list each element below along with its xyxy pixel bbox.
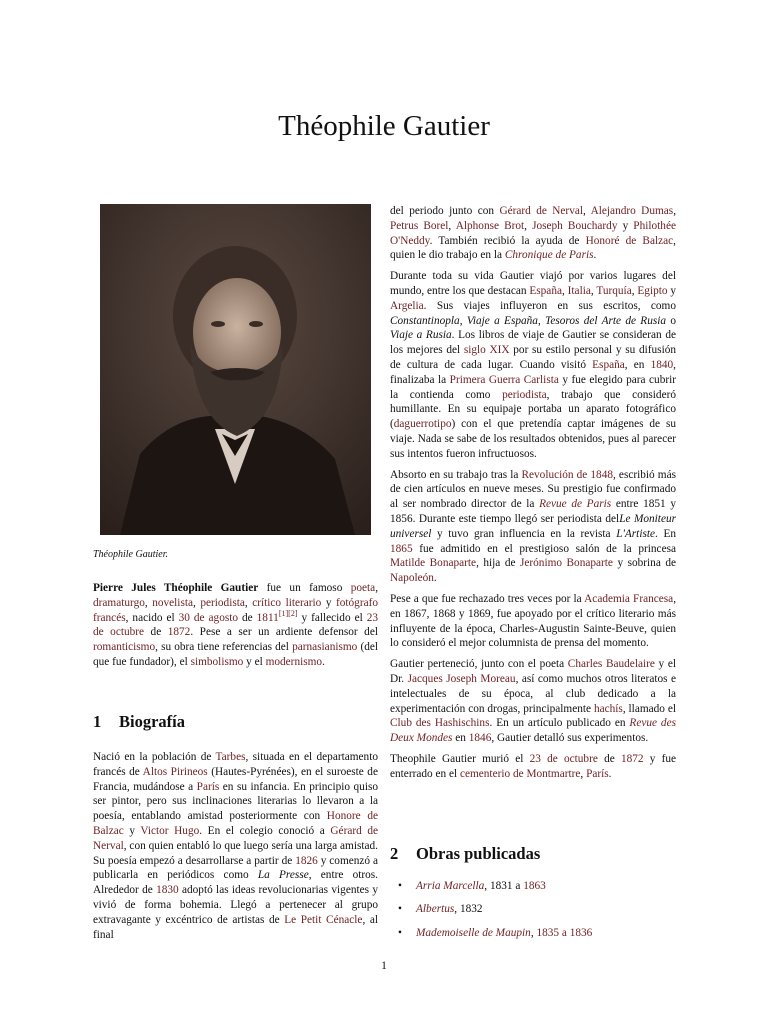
link-alphonse-brot[interactable]: Alphonse Brot — [455, 219, 525, 232]
link-fecha-nacimiento[interactable]: 30 de agosto — [178, 611, 239, 624]
link-altos-pirineos[interactable]: Altos Pirineos — [142, 765, 208, 778]
reference-links[interactable]: [1][2] — [278, 608, 298, 618]
link-academia-francesa[interactable]: Academia Francesa — [584, 592, 674, 605]
link-revolucion-1848[interactable]: Revolución de 1848 — [521, 468, 614, 481]
link-le-petit-cenacle[interactable]: Le Petit Cénacle — [284, 913, 363, 926]
section-heading-obras: 2 Obras publicadas — [390, 844, 541, 863]
link-gerard-de-nerval[interactable]: Gérard de Nerval — [93, 824, 379, 852]
link-primera-guerra-carlista[interactable]: Primera Guerra Carlista — [449, 373, 559, 386]
link-work-title[interactable]: Arria Marcella — [416, 880, 485, 892]
link-novelista[interactable]: novelista — [152, 596, 193, 609]
link-work-title[interactable]: Mademoiselle de Maupin — [416, 926, 531, 939]
link-petrus-borel[interactable]: Petrus Borel — [390, 219, 449, 232]
link-joseph-bouchardy[interactable]: Joseph Bouchardy — [532, 219, 618, 232]
photo-caption: Théophile Gautier. — [93, 549, 168, 560]
link-work-title[interactable]: Albertus — [416, 903, 455, 916]
link-honore-de-balzac[interactable]: Honoré de Balzac — [585, 234, 674, 247]
link-gerard-de-nerval-2[interactable]: Gérard de Nerval — [499, 205, 583, 217]
list-item: • Arria Marcella, 1831 a 1863 — [398, 879, 678, 894]
link-critico-literario[interactable]: crítico literario — [252, 596, 322, 609]
link-siglo-xix[interactable]: siglo XIX — [463, 344, 510, 357]
works-list — [398, 879, 678, 949]
link-philothee-oneddy[interactable]: Philothée O'Neddy — [390, 219, 676, 247]
link-victor-hugo[interactable]: Victor Hugo — [140, 824, 200, 837]
link-paris[interactable]: París — [196, 780, 220, 793]
biography-paragraph-5: Gautier perteneció, junto con el poeta Charles Baudelaire y el Dr. Jacques Joseph Moreau, así como muchos otros literatos e intelectuales de su época, al club dedicado a la experimentación con drogas, principalmente hachís, llamado el Club des Hashischins. En un artículo publicado en Revue des Deux Mondes en 1846, Gautier detalló sus experimentos. — [390, 658, 676, 745]
link-hachis[interactable]: hachís — [593, 702, 623, 715]
biography-paragraph-1-cont: del periodo junto con Gérard de Nerval, Alejandro Dumas, Petrus Borel, Alphonse Brot, Joseph Bouchardy y Philothée O'Neddy. También recibió la ayuda de Honoré de Balzac, quien le dio trabajo en la Chronique de Paris. — [390, 205, 677, 262]
list-item: • Mademoiselle de Maupin, 1835 a 1836 — [398, 926, 678, 941]
link-argelia[interactable]: Argelia — [390, 299, 424, 312]
list-item: • Albertus, 1832 — [398, 902, 678, 917]
link-egipto[interactable]: Egipto — [637, 284, 668, 297]
link-anio-nacimiento[interactable]: 1811 — [256, 611, 279, 624]
link-1846[interactable]: 1846 — [468, 732, 492, 745]
link-fotografo-frances[interactable]: fotógrafo francés — [93, 596, 379, 624]
link-tarbes[interactable]: Tarbes — [215, 751, 246, 763]
link-espana[interactable]: España — [529, 284, 562, 297]
link-espana-2[interactable]: España — [592, 358, 625, 371]
link-turquia[interactable]: Turquía — [596, 284, 632, 297]
page-title: Théophile Gautier — [278, 110, 490, 142]
link-club-des-hashischins[interactable]: Club des Hashischins — [390, 717, 490, 730]
link-jeronimo-bonaparte[interactable]: Jerónimo Bonaparte — [519, 557, 613, 570]
link-work-year[interactable]: 1863 — [523, 880, 546, 892]
link-revue-de-paris[interactable]: Revue de Paris — [539, 498, 612, 511]
link-anio-muerte[interactable]: 1872 — [167, 626, 191, 639]
intro-paragraph: Pierre Jules Théophile Gautier fue un famoso poeta, dramaturgo, novelista, periodista, crítico literario y fotógrafo francés, nacido el 30 de agosto de 1811[1][2] y fallecido el 23 de octubre de 1872. Pese a ser un ardiente defensor del romanticismo, su obra tiene referencias del parnasianismo (del que fue fundador), el simbolismo y el modernismo. — [93, 582, 379, 668]
link-1865[interactable]: 1865 — [390, 542, 413, 555]
link-1830[interactable]: 1830 — [156, 884, 179, 897]
link-periodista[interactable]: periodista — [200, 596, 245, 609]
link-italia[interactable]: Italia — [567, 284, 591, 297]
link-charles-baudelaire[interactable]: Charles Baudelaire — [567, 658, 655, 671]
link-1826[interactable]: 1826 — [295, 854, 318, 867]
link-jacques-joseph-moreau[interactable]: Jacques Joseph Moreau — [407, 672, 516, 685]
link-modernismo[interactable]: modernismo — [265, 655, 323, 668]
biography-paragraph-3: Absorto en su trabajo tras la Revolución de 1848, escribió más de cien artículos en nueve meses. Su prestigio fue confirmado al ser nombrado director de la Revue de Paris entre 1851 y 1856. Durante este tiempo llegó ser periodista delLe Moniteur universel y tuvo gran influencia en la revista L'Artiste. En 1865 fue admitido en el prestigioso salón de la princesa Matilde Bonaparte, hija de Jerónimo Bonaparte y sobrina de Napoleón. — [390, 468, 677, 585]
biography-paragraph-1: Nació en la población de Tarbes, situada en el departamento francés de Altos Pirineos (Hautes-Pyrénées), en el suroeste de Francia, mudándose a París en su infancia. En principio quiso ser pintor, pero sus inclinaciones literarias lo llevaron a la poesía, entablando amistad posteriormente con Honore de Balzac y Victor Hugo. En el colegio conoció a Gérard de Nerval, con quien entabló lo que luego sería una larga amistad. Su poesía empezó a desarrollarse a partir de 1826 y comenzó a publicarla en periódicos como La Presse, entre otros. Alrededor de 1830 adoptó las ideas revolucionarias vigentes y vivió de forma bohemia. Llegó a pertenecer al grupo extravagante y excéntrico de artistas de Le Petit Cénacle, al final — [93, 751, 379, 941]
right-column — [390, 204, 676, 787]
link-dramaturgo[interactable]: dramaturgo — [93, 596, 145, 609]
link-romanticismo[interactable]: romanticismo — [93, 641, 156, 654]
link-1840[interactable]: 1840 — [650, 358, 674, 371]
biography-paragraph-6: Theophile Gautier murió el 23 de octubre de 1872 y fue enterrado en el cementerio de Montmartre, París. — [390, 752, 677, 780]
link-1872[interactable]: 1872 — [620, 752, 644, 765]
link-paris-2[interactable]: París — [586, 767, 609, 780]
link-revue-des-deux-mondes[interactable]: Revue des Deux Mondes — [390, 717, 676, 745]
page-number: 1 — [381, 960, 387, 972]
biography-paragraph-4: Pese a que fue rechazado tres veces por la Academia Francesa, en 1867, 1868 y 1869, fue apoyado por el crítico literario más influyente de la época, Charles-Augustin Sainte-Beuve, quien lo consideró el mejor columnista de prensa del momento. — [390, 592, 677, 650]
link-fecha-muerte[interactable]: 23 de octubre — [93, 611, 379, 639]
link-chronique-de-paris[interactable]: Chronique de Paris — [504, 249, 594, 262]
section-heading-biografia: 1 Biografía — [93, 712, 185, 731]
link-balzac[interactable]: Honore de Balzac — [93, 810, 378, 837]
portrait-image — [100, 204, 371, 535]
link-parnasianismo[interactable]: parnasianismo — [292, 641, 358, 654]
biography-paragraph-2: Durante toda su vida Gautier viajó por varios lugares del mundo, entre los que destacan España, Italia, Turquía, Egipto y Argelia. Sus viajes influyeron en sus escritos, como Constantinopla, Viaje a España, Tesoros del Arte de Rusia o Viaje a Rusia. Los libros de viaje de Gautier se consideran de los mejores del siglo XIX por su estilo personal y su difusión de cultura de cada lugar. Cuando visitó España, en 1840, finalizaba la Primera Guerra Carlista y fue elegido para cubrir la contienda como periodista, trabajo que consideró humillante. En su equipaje portaba un aparato fotográfico (daguerrotipo) con el que pretendía captar imágenes de su viaje. Nada se sabe de los resultados obtenidos, pues al parecer sus intentos fueron infructuosos. — [390, 270, 677, 460]
link-napoleon[interactable]: Napoleón — [390, 572, 434, 585]
link-daguerrotipo[interactable]: daguerrotipo — [393, 418, 452, 431]
link-periodista-2[interactable]: periodista — [502, 388, 547, 401]
link-cementerio-montmartre[interactable]: cementerio de Montmartre — [459, 767, 581, 780]
link-simbolismo[interactable]: simbolismo — [190, 655, 244, 668]
link-poeta[interactable]: poeta — [350, 582, 376, 594]
portrait-photo — [100, 204, 371, 535]
link-matilde-bonaparte[interactable]: Matilde Bonaparte — [390, 557, 477, 570]
link-fecha-muerte-2[interactable]: 23 de octubre — [529, 752, 598, 765]
link-work-year[interactable]: 1835 a 1836 — [536, 926, 593, 939]
link-alejandro-dumas[interactable]: Alejandro Dumas — [590, 205, 674, 217]
